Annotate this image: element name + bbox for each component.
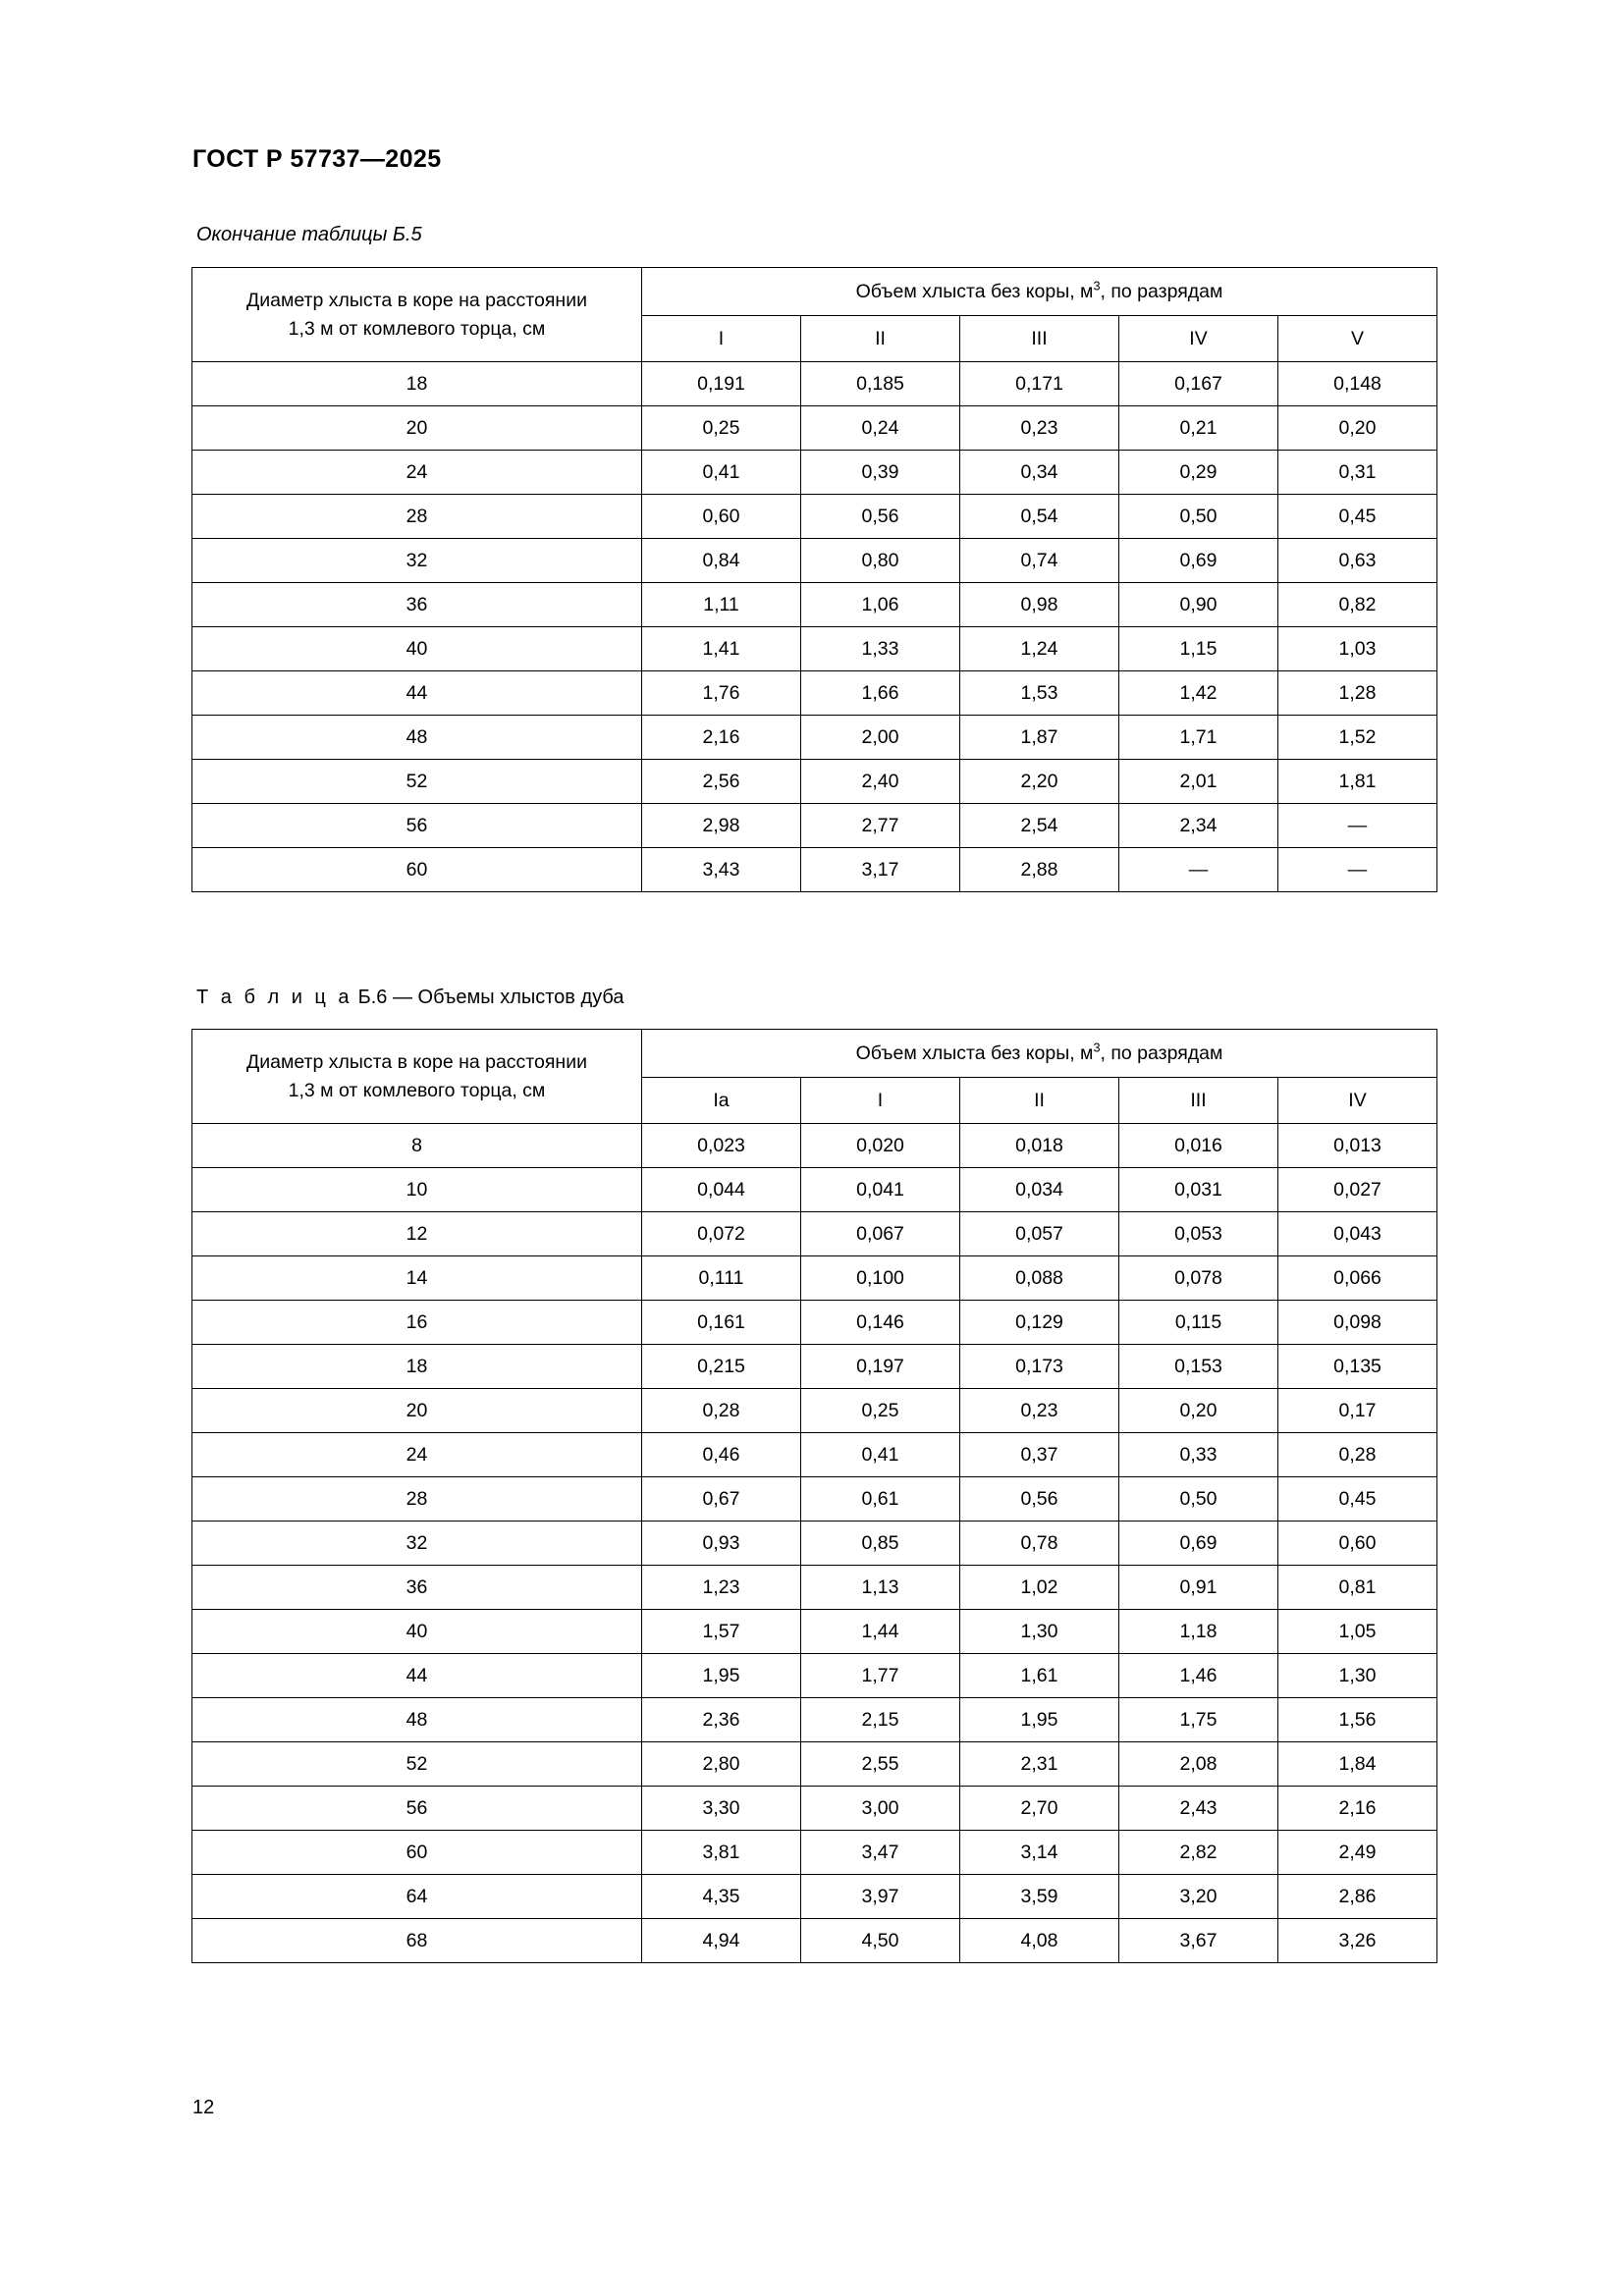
cell-volume: 2,20 xyxy=(960,760,1119,804)
table-row xyxy=(192,1477,1437,1522)
cell-volume: 0,115 xyxy=(1119,1301,1278,1345)
table-b5 xyxy=(191,267,1437,892)
table-row xyxy=(192,1742,1437,1787)
cell-volume: 0,043 xyxy=(1278,1212,1437,1256)
cell-volume: 0,67 xyxy=(642,1477,801,1522)
table-row xyxy=(192,804,1437,848)
cell-volume: 0,78 xyxy=(960,1522,1119,1566)
cell-diameter: 12 xyxy=(192,1212,642,1256)
header-rank-1: I xyxy=(642,316,801,362)
table-row xyxy=(192,1698,1437,1742)
cell-volume: 0,129 xyxy=(960,1301,1119,1345)
cell-volume: 0,153 xyxy=(1119,1345,1278,1389)
cell-volume: 1,52 xyxy=(1278,716,1437,760)
header-rank-2: II xyxy=(801,316,960,362)
header-volume-pre: Объем хлыста без коры, м xyxy=(855,1041,1094,1064)
cell-volume: 1,05 xyxy=(1278,1610,1437,1654)
cell-volume: 1,03 xyxy=(1278,627,1437,671)
cell-volume: 1,56 xyxy=(1278,1698,1437,1742)
header-diameter-line1: Диаметр хлыста в коре на расстоянии xyxy=(246,1051,587,1074)
cell-diameter: 28 xyxy=(192,1477,642,1522)
cell-volume: 1,75 xyxy=(1119,1698,1278,1742)
table-row xyxy=(192,1124,1437,1168)
cell-volume: 0,053 xyxy=(1119,1212,1278,1256)
cell-volume: 1,15 xyxy=(1119,627,1278,671)
cell-volume: 3,26 xyxy=(1278,1919,1437,1963)
header-rank-1: Ia xyxy=(642,1078,801,1124)
cell-volume: 0,45 xyxy=(1278,495,1437,539)
cell-volume: 0,41 xyxy=(642,451,801,495)
cell-volume: 0,167 xyxy=(1119,362,1278,406)
cell-volume: 1,61 xyxy=(960,1654,1119,1698)
cell-volume: 0,34 xyxy=(960,451,1119,495)
cell-diameter: 18 xyxy=(192,1345,642,1389)
cell-volume: 0,044 xyxy=(642,1168,801,1212)
cell-volume: 0,013 xyxy=(1278,1124,1437,1168)
table-header-row-top xyxy=(192,268,1437,316)
cell-volume: 0,23 xyxy=(960,1389,1119,1433)
header-diameter-label xyxy=(192,1030,642,1124)
table-row xyxy=(192,1654,1437,1698)
cell-diameter: 52 xyxy=(192,1742,642,1787)
cell-volume: 0,46 xyxy=(642,1433,801,1477)
cell-volume: 3,43 xyxy=(642,848,801,892)
cell-diameter: 48 xyxy=(192,716,642,760)
table-row xyxy=(192,1212,1437,1256)
table-row xyxy=(192,583,1437,627)
header-rank-5: IV xyxy=(1278,1078,1437,1124)
cell-volume: 2,77 xyxy=(801,804,960,848)
cell-volume: 2,80 xyxy=(642,1742,801,1787)
cell-volume: 4,35 xyxy=(642,1875,801,1919)
cell-volume: 2,56 xyxy=(642,760,801,804)
cell-volume: 1,77 xyxy=(801,1654,960,1698)
table-row xyxy=(192,1301,1437,1345)
cell-volume: 3,67 xyxy=(1119,1919,1278,1963)
cell-volume: 0,50 xyxy=(1119,1477,1278,1522)
cell-volume: 0,027 xyxy=(1278,1168,1437,1212)
cell-diameter: 60 xyxy=(192,1831,642,1875)
cell-volume: 0,018 xyxy=(960,1124,1119,1168)
table-b6-caption-prefix: Т а б л и ц а xyxy=(196,987,353,1008)
cell-volume: 1,41 xyxy=(642,627,801,671)
cell-volume: 1,71 xyxy=(1119,716,1278,760)
table-b5-caption: Окончание таблицы Б.5 xyxy=(196,224,422,245)
table-row xyxy=(192,1831,1437,1875)
table-row xyxy=(192,1389,1437,1433)
cell-volume: 0,39 xyxy=(801,451,960,495)
cell-volume: 4,50 xyxy=(801,1919,960,1963)
table-b6-caption xyxy=(196,987,624,1009)
cell-volume: 0,60 xyxy=(642,495,801,539)
cell-volume: 3,59 xyxy=(960,1875,1119,1919)
cell-diameter: 68 xyxy=(192,1919,642,1963)
page-number: 12 xyxy=(192,2097,215,2118)
table-row xyxy=(192,716,1437,760)
cell-volume: 1,30 xyxy=(1278,1654,1437,1698)
cell-diameter: 40 xyxy=(192,627,642,671)
cell-volume: 0,63 xyxy=(1278,539,1437,583)
cell-volume: 0,185 xyxy=(801,362,960,406)
cell-volume: 2,98 xyxy=(642,804,801,848)
cell-volume: 3,14 xyxy=(960,1831,1119,1875)
cell-diameter: 56 xyxy=(192,1787,642,1831)
table-row xyxy=(192,1787,1437,1831)
table-row xyxy=(192,1256,1437,1301)
cell-volume: 1,81 xyxy=(1278,760,1437,804)
cell-volume: 1,02 xyxy=(960,1566,1119,1610)
cell-diameter: 40 xyxy=(192,1610,642,1654)
cell-volume: 1,66 xyxy=(801,671,960,716)
cell-volume: 0,21 xyxy=(1119,406,1278,451)
cell-volume: 1,53 xyxy=(960,671,1119,716)
cell-volume: 0,56 xyxy=(960,1477,1119,1522)
cell-volume: 2,36 xyxy=(642,1698,801,1742)
cell-volume: 0,066 xyxy=(1278,1256,1437,1301)
cell-volume: 2,31 xyxy=(960,1742,1119,1787)
cell-volume: 3,17 xyxy=(801,848,960,892)
cell-volume: 0,17 xyxy=(1278,1389,1437,1433)
cell-volume: 2,15 xyxy=(801,1698,960,1742)
cell-volume: 2,16 xyxy=(1278,1787,1437,1831)
cell-volume: 1,18 xyxy=(1119,1610,1278,1654)
header-rank-2: I xyxy=(801,1078,960,1124)
header-rank-3: II xyxy=(960,1078,1119,1124)
cell-volume: 0,60 xyxy=(1278,1522,1437,1566)
cell-diameter: 32 xyxy=(192,539,642,583)
cell-volume: 2,55 xyxy=(801,1742,960,1787)
cell-volume: 0,93 xyxy=(642,1522,801,1566)
cell-volume: 1,30 xyxy=(960,1610,1119,1654)
cell-volume: 2,43 xyxy=(1119,1787,1278,1831)
cell-diameter: 44 xyxy=(192,1654,642,1698)
cell-volume: 1,42 xyxy=(1119,671,1278,716)
header-diameter-line1: Диаметр хлыста в коре на расстоянии xyxy=(246,290,587,312)
cell-volume: 2,34 xyxy=(1119,804,1278,848)
cell-volume: 1,76 xyxy=(642,671,801,716)
cell-diameter: 48 xyxy=(192,1698,642,1742)
cell-volume: 0,28 xyxy=(642,1389,801,1433)
cell-diameter: 24 xyxy=(192,451,642,495)
header-volume-post: , по разрядам xyxy=(1100,1041,1223,1064)
cell-volume: 2,40 xyxy=(801,760,960,804)
cell-diameter: 20 xyxy=(192,1389,642,1433)
cell-volume: 0,031 xyxy=(1119,1168,1278,1212)
cell-diameter: 60 xyxy=(192,848,642,892)
cell-volume: 0,82 xyxy=(1278,583,1437,627)
cell-volume: 0,148 xyxy=(1278,362,1437,406)
table-row xyxy=(192,760,1437,804)
cell-volume: 0,23 xyxy=(960,406,1119,451)
cell-volume: 0,016 xyxy=(1119,1124,1278,1168)
cell-volume: 0,098 xyxy=(1278,1301,1437,1345)
cell-volume: 0,41 xyxy=(801,1433,960,1477)
cell-volume: 0,20 xyxy=(1278,406,1437,451)
cell-volume: 3,81 xyxy=(642,1831,801,1875)
cell-volume: 0,088 xyxy=(960,1256,1119,1301)
cell-volume: 0,61 xyxy=(801,1477,960,1522)
cell-volume: 0,80 xyxy=(801,539,960,583)
cell-volume: 0,078 xyxy=(1119,1256,1278,1301)
header-diameter-label xyxy=(192,268,642,362)
cell-volume: 0,111 xyxy=(642,1256,801,1301)
cell-volume: 4,94 xyxy=(642,1919,801,1963)
table-header-row-top xyxy=(192,1030,1437,1078)
cell-volume: 0,135 xyxy=(1278,1345,1437,1389)
cell-volume: 0,197 xyxy=(801,1345,960,1389)
cell-volume: 0,85 xyxy=(801,1522,960,1566)
cell-volume: 0,50 xyxy=(1119,495,1278,539)
table-row xyxy=(192,1345,1437,1389)
cell-diameter: 28 xyxy=(192,495,642,539)
cell-volume: 1,87 xyxy=(960,716,1119,760)
header-rank-4: IV xyxy=(1119,316,1278,362)
cell-volume: 1,44 xyxy=(801,1610,960,1654)
cell-volume: 0,25 xyxy=(801,1389,960,1433)
cell-volume: 1,33 xyxy=(801,627,960,671)
cell-volume: 0,034 xyxy=(960,1168,1119,1212)
cell-volume: 2,01 xyxy=(1119,760,1278,804)
cell-volume: 0,74 xyxy=(960,539,1119,583)
cell-volume: 1,46 xyxy=(1119,1654,1278,1698)
cell-volume: — xyxy=(1278,848,1437,892)
cell-diameter: 64 xyxy=(192,1875,642,1919)
cell-diameter: 36 xyxy=(192,583,642,627)
cell-volume: 3,47 xyxy=(801,1831,960,1875)
cell-volume: 0,33 xyxy=(1119,1433,1278,1477)
cell-volume: 0,84 xyxy=(642,539,801,583)
header-rank-5: V xyxy=(1278,316,1437,362)
cell-volume: 1,23 xyxy=(642,1566,801,1610)
cell-volume: 0,31 xyxy=(1278,451,1437,495)
cell-volume: 0,072 xyxy=(642,1212,801,1256)
cell-diameter: 24 xyxy=(192,1433,642,1477)
table-row xyxy=(192,406,1437,451)
cell-volume: 0,161 xyxy=(642,1301,801,1345)
header-volume-pre: Объем хлыста без коры, м xyxy=(855,280,1094,302)
table-row xyxy=(192,1168,1437,1212)
cell-volume: 1,57 xyxy=(642,1610,801,1654)
cell-volume: 0,067 xyxy=(801,1212,960,1256)
table-row xyxy=(192,1433,1437,1477)
table-row xyxy=(192,1610,1437,1654)
cell-volume: — xyxy=(1278,804,1437,848)
table-row xyxy=(192,1919,1437,1963)
table-b6 xyxy=(191,1029,1437,1963)
cell-volume: 3,00 xyxy=(801,1787,960,1831)
cell-volume: 2,88 xyxy=(960,848,1119,892)
header-rank-4: III xyxy=(1119,1078,1278,1124)
table-row xyxy=(192,451,1437,495)
cell-volume: 2,82 xyxy=(1119,1831,1278,1875)
cell-volume: 3,20 xyxy=(1119,1875,1278,1919)
cell-volume: 2,54 xyxy=(960,804,1119,848)
cell-volume: 2,49 xyxy=(1278,1831,1437,1875)
cell-volume: 2,16 xyxy=(642,716,801,760)
cell-diameter: 20 xyxy=(192,406,642,451)
cell-diameter: 8 xyxy=(192,1124,642,1168)
cell-volume: 0,215 xyxy=(642,1345,801,1389)
header-volume-exponent: 3 xyxy=(1093,1041,1101,1054)
cell-volume: 0,28 xyxy=(1278,1433,1437,1477)
table-row xyxy=(192,539,1437,583)
header-volume-label xyxy=(642,1030,1437,1078)
table-row xyxy=(192,671,1437,716)
cell-volume: 1,95 xyxy=(960,1698,1119,1742)
cell-volume: 0,25 xyxy=(642,406,801,451)
cell-volume: 0,24 xyxy=(801,406,960,451)
cell-volume: 1,84 xyxy=(1278,1742,1437,1787)
header-volume-post: , по разрядам xyxy=(1100,280,1223,302)
standard-number-header: ГОСТ Р 57737—2025 xyxy=(192,145,442,173)
header-diameter-line2: 1,3 м от комлевого торца, см xyxy=(288,1079,546,1101)
cell-volume: 4,08 xyxy=(960,1919,1119,1963)
cell-volume: 0,023 xyxy=(642,1124,801,1168)
cell-volume: 0,171 xyxy=(960,362,1119,406)
cell-volume: 2,00 xyxy=(801,716,960,760)
cell-volume: 2,86 xyxy=(1278,1875,1437,1919)
cell-volume: 0,100 xyxy=(801,1256,960,1301)
cell-diameter: 18 xyxy=(192,362,642,406)
cell-volume: 1,95 xyxy=(642,1654,801,1698)
cell-volume: 3,30 xyxy=(642,1787,801,1831)
cell-volume: 1,28 xyxy=(1278,671,1437,716)
table-row xyxy=(192,1875,1437,1919)
cell-volume: 2,08 xyxy=(1119,1742,1278,1787)
cell-volume: 0,81 xyxy=(1278,1566,1437,1610)
cell-volume: — xyxy=(1119,848,1278,892)
cell-diameter: 44 xyxy=(192,671,642,716)
cell-volume: 0,90 xyxy=(1119,583,1278,627)
cell-volume: 1,24 xyxy=(960,627,1119,671)
cell-diameter: 56 xyxy=(192,804,642,848)
cell-volume: 0,45 xyxy=(1278,1477,1437,1522)
cell-volume: 2,70 xyxy=(960,1787,1119,1831)
cell-diameter: 36 xyxy=(192,1566,642,1610)
cell-diameter: 14 xyxy=(192,1256,642,1301)
table-row xyxy=(192,848,1437,892)
cell-volume: 1,06 xyxy=(801,583,960,627)
cell-volume: 3,97 xyxy=(801,1875,960,1919)
cell-volume: 0,057 xyxy=(960,1212,1119,1256)
cell-diameter: 16 xyxy=(192,1301,642,1345)
cell-volume: 0,20 xyxy=(1119,1389,1278,1433)
cell-diameter: 52 xyxy=(192,760,642,804)
table-row xyxy=(192,495,1437,539)
header-volume-label xyxy=(642,268,1437,316)
cell-volume: 0,146 xyxy=(801,1301,960,1345)
header-diameter-line2: 1,3 м от комлевого торца, см xyxy=(288,317,546,340)
cell-diameter: 10 xyxy=(192,1168,642,1212)
cell-diameter: 32 xyxy=(192,1522,642,1566)
cell-volume: 0,041 xyxy=(801,1168,960,1212)
cell-volume: 0,54 xyxy=(960,495,1119,539)
header-volume-exponent: 3 xyxy=(1093,279,1101,293)
cell-volume: 0,173 xyxy=(960,1345,1119,1389)
cell-volume: 0,29 xyxy=(1119,451,1278,495)
cell-volume: 0,98 xyxy=(960,583,1119,627)
header-rank-3: III xyxy=(960,316,1119,362)
table-row xyxy=(192,362,1437,406)
cell-volume: 1,13 xyxy=(801,1566,960,1610)
cell-volume: 0,91 xyxy=(1119,1566,1278,1610)
cell-volume: 1,11 xyxy=(642,583,801,627)
table-row xyxy=(192,1566,1437,1610)
cell-volume: 0,69 xyxy=(1119,1522,1278,1566)
table-row xyxy=(192,627,1437,671)
cell-volume: 0,37 xyxy=(960,1433,1119,1477)
table-b6-caption-rest: Б.6 — Объемы хлыстов дуба xyxy=(357,987,624,1008)
cell-volume: 0,191 xyxy=(642,362,801,406)
cell-volume: 0,020 xyxy=(801,1124,960,1168)
cell-volume: 0,56 xyxy=(801,495,960,539)
table-row xyxy=(192,1522,1437,1566)
cell-volume: 0,69 xyxy=(1119,539,1278,583)
